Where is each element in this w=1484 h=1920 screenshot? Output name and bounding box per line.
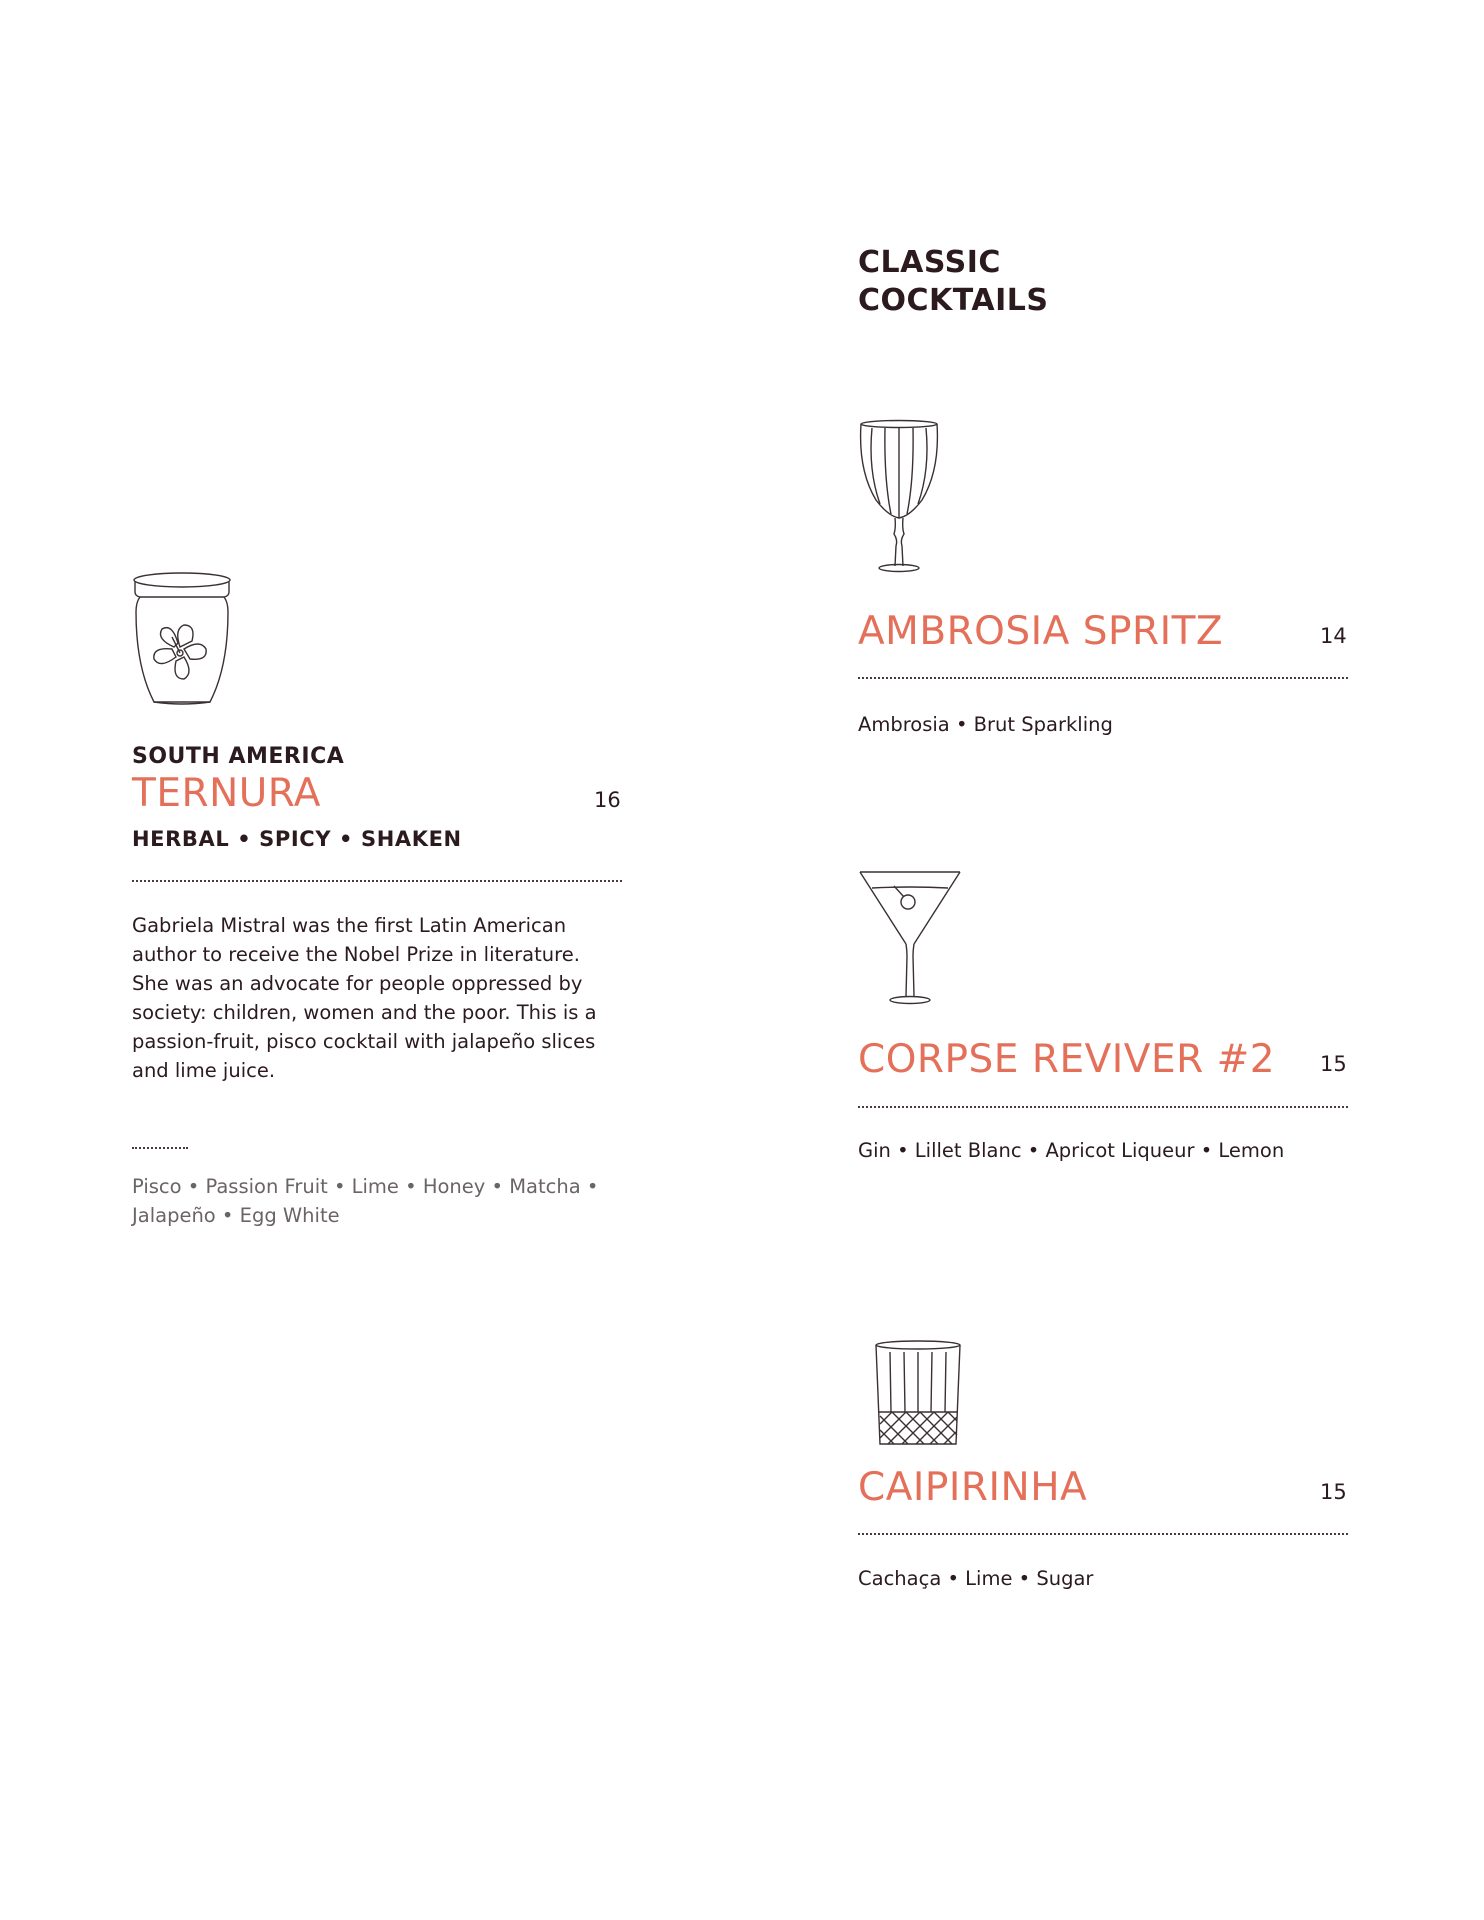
hibiscus-cup-icon	[132, 572, 232, 707]
featured-cocktail	[132, 0, 622, 1920]
section-title-line1: CLASSIC	[858, 245, 1001, 280]
drink-price-ambrosia-spritz: 14	[1320, 624, 1347, 648]
drink-name-corpse-reviver: CORPSE REVIVER #2	[858, 1037, 1276, 1082]
classic-cocktails-section	[858, 0, 1358, 1920]
martini-glass-icon	[858, 866, 962, 1006]
short-divider	[132, 1147, 188, 1149]
drink-ingredients-corpse-reviver: Gin • Lillet Blanc • Apricot Liqueur • Lemon	[858, 1139, 1285, 1162]
divider	[132, 880, 622, 882]
wine-glass-icon	[858, 420, 940, 575]
divider	[858, 1533, 1348, 1535]
drink-name-ambrosia-spritz: AMBROSIA SPRITZ	[858, 609, 1224, 654]
rocks-glass-icon	[874, 1340, 962, 1450]
featured-drink-price: 16	[594, 788, 621, 812]
featured-ingredients: Pisco • Passion Fruit • Lime • Honey • Matcha • Jalapeño • Egg White	[132, 1175, 599, 1227]
drink-price-corpse-reviver: 15	[1320, 1052, 1347, 1076]
region-label: SOUTH AMERICA	[132, 744, 345, 769]
flavor-tags: HERBAL • SPICY • SHAKEN	[132, 827, 462, 851]
section-title	[858, 244, 1049, 320]
divider	[858, 1106, 1348, 1108]
section-title-line2: COCKTAILS	[858, 283, 1049, 318]
drink-ingredients-caipirinha: Cachaça • Lime • Sugar	[858, 1567, 1094, 1590]
featured-drink-name: TERNURA	[132, 771, 321, 816]
drink-ingredients-ambrosia-spritz: Ambrosia • Brut Sparkling	[858, 713, 1113, 736]
featured-description: Gabriela Mistral was the first Latin American author to receive the Nobel Prize in literature. She was an advocate for people oppressed by society: children, women and the poor. This is a passion-fruit, pisco cocktail with jalapeño slices and lime juice.	[132, 914, 597, 1082]
drink-price-caipirinha: 15	[1320, 1480, 1347, 1504]
divider	[858, 677, 1348, 679]
drink-name-caipirinha: CAIPIRINHA	[858, 1465, 1088, 1510]
